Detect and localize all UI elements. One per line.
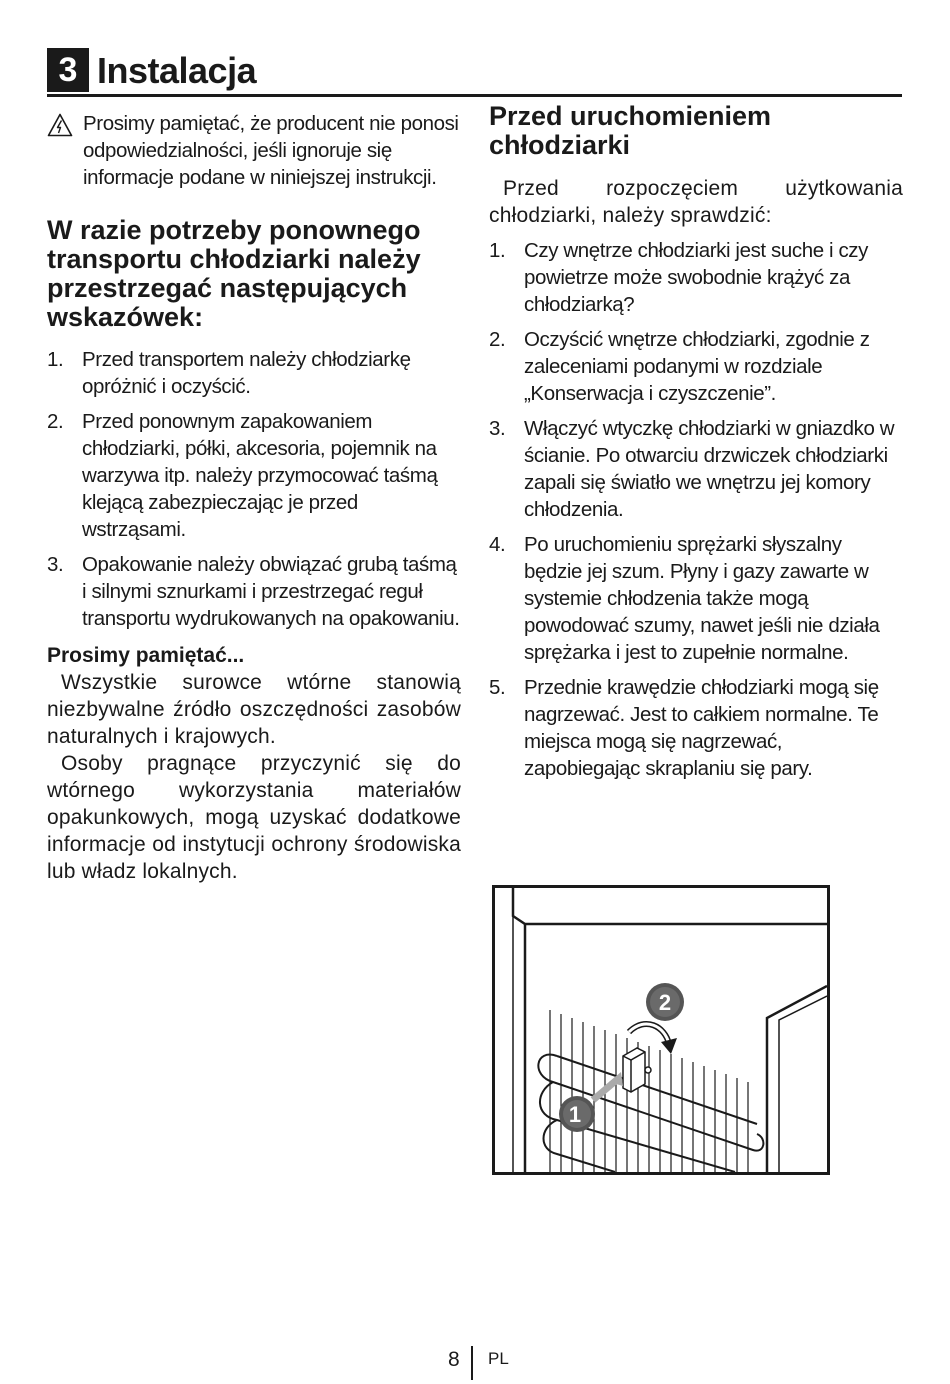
list-item-text: Opakowanie należy obwiązać grubą taśmą i silnymi sznurkami i przestrzegać reguł transportu wydrukowanych na opakowaniu. bbox=[82, 553, 460, 630]
list-item-text: Oczyścić wnętrze chłodziarki, zgodnie z zaleceniami podanymi w rozdziale „Konserwacja i czyszczenie”. bbox=[524, 328, 870, 405]
warning-note bbox=[47, 110, 461, 191]
warning-triangle-icon bbox=[47, 113, 73, 137]
list-item-text: Przed transportem należy chłodziarkę opróżnić i oczyścić. bbox=[82, 348, 411, 398]
list-item-text: Czy wnętrze chłodziarki jest suche i czy powietrze może swobodnie krążyć za chłodziarką? bbox=[524, 239, 869, 316]
list-item bbox=[489, 326, 903, 407]
before-start-heading: Przed uruchomieniem chłodziarki bbox=[489, 101, 772, 160]
page-number: 8 bbox=[448, 1348, 460, 1371]
transport-heading: W razie potrzeby ponownego transportu chłodziarki należy przestrzegać następujących wskazówek: bbox=[47, 215, 421, 332]
callout-1-label: 1 bbox=[568, 1102, 582, 1127]
list-item-number: 5. bbox=[489, 676, 506, 699]
list-item-number: 3. bbox=[47, 553, 64, 576]
list-item-text: Włączyć wtyczkę chłodziarki w gniazdko w ścianie. Po otwarciu drzwiczek chłodziarki zapali się światło we wnętrzu jej komory chłodzenia. bbox=[524, 417, 895, 521]
transport-list bbox=[47, 346, 461, 632]
warning-text: Prosimy pamiętać, że producent nie ponosi odpowiedzialności, jeśli ignoruje się informacje podane w niniejszej instrukcji. bbox=[83, 112, 459, 189]
section-number: 3 bbox=[47, 48, 89, 92]
fridge-back-illustration bbox=[492, 885, 830, 1175]
list-item bbox=[489, 674, 903, 782]
footer-divider bbox=[471, 1346, 473, 1380]
remember-paragraph: Wszystkie surowce wtórne stanowią niezbywalne źródło oszczędności zasobów naturalnych i krajowych. bbox=[47, 671, 461, 748]
before-start-list bbox=[489, 237, 903, 782]
section-header bbox=[47, 48, 902, 97]
remember-heading: Prosimy pamiętać... bbox=[47, 644, 245, 667]
section-title: Instalacja bbox=[97, 50, 257, 91]
list-item-number: 1. bbox=[47, 348, 64, 371]
list-item bbox=[489, 237, 903, 318]
list-item bbox=[47, 346, 461, 400]
list-item-number: 2. bbox=[489, 328, 506, 351]
list-item-text: Przednie krawędzie chłodziarki mogą się nagrzewać. Jest to całkiem normalne. Te miejsca mogą się nagrzewać, zapobiegając skraplaniu się pary. bbox=[524, 676, 879, 780]
right-column bbox=[489, 102, 903, 782]
list-item-text: Przed ponownym zapakowaniem chłodziarki, półki, akcesoria, pojemnik na warzywa itp. należy przymocować taśmą klejącą zabezpieczając je przed wstrząsami. bbox=[82, 410, 438, 541]
list-item-number: 3. bbox=[489, 417, 506, 440]
list-item-number: 2. bbox=[47, 410, 64, 433]
remember-paragraph: Osoby pragnące przyczynić się do wtórnego wykorzystania materiałów opakunkowych, mogą uzyskać dodatkowe informacje od instytucji ochrony środowiska lub władz lokalnych. bbox=[47, 752, 461, 883]
list-item-text: Po uruchomieniu sprężarki słyszalny będzie jej szum. Płyny i gazy zawarte w systemie chłodzenia także mogą powodować szumy, nawet jeśli nie działa sprężarka i jest to zupełnie normalne. bbox=[524, 533, 880, 664]
list-item bbox=[489, 415, 903, 523]
list-item-number: 1. bbox=[489, 239, 506, 262]
list-item bbox=[489, 531, 903, 666]
list-item bbox=[47, 551, 461, 632]
left-column bbox=[47, 110, 461, 885]
list-item-number: 4. bbox=[489, 533, 506, 556]
language-code: PL bbox=[488, 1349, 509, 1368]
before-start-intro: Przed rozpoczęciem użytkowania chłodziarki, należy sprawdzić: bbox=[489, 177, 903, 227]
callout-2-label: 2 bbox=[658, 990, 672, 1015]
list-item bbox=[47, 408, 461, 543]
illustration-drawing bbox=[495, 888, 827, 1172]
